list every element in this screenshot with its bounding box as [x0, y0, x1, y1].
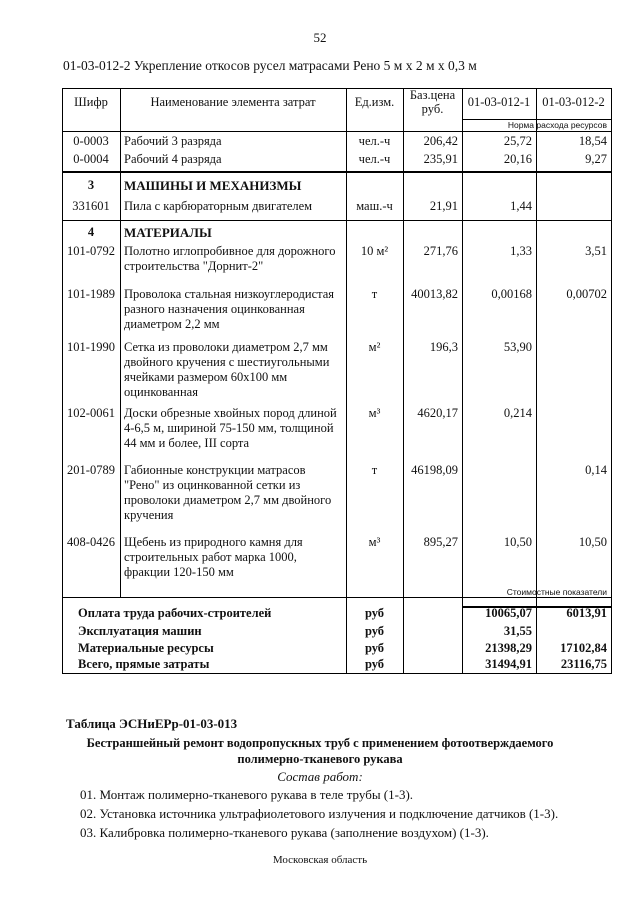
material-value-2: 3,51 [585, 244, 607, 258]
labor-value-1: 25,72 [503, 134, 532, 148]
total-value-2: 17102,84 [560, 641, 607, 655]
labor-value-2: 18,54 [578, 134, 607, 148]
labor-code: 0-0003 [73, 134, 109, 148]
material-code: 101-0792 [67, 244, 115, 258]
labor-price: 206,42 [423, 134, 458, 148]
total-value-1: 10065,07 [485, 606, 532, 620]
labor-code: 0-0004 [73, 152, 109, 166]
header-price: Баз.цена руб. [409, 88, 456, 116]
labor-unit: чел.-ч [358, 152, 391, 166]
next-table-title-line1: Бестраншейный ремонт водопропускных труб с применением фотоотверждаемого [86, 736, 554, 750]
cost-label: Стоимостные показатели [506, 587, 607, 597]
material-price: 895,27 [423, 535, 458, 549]
total-unit: руб [364, 641, 385, 655]
material-name: Полотно иглопробивное для дорожного строительства "Дорнит-2" [124, 244, 336, 273]
section-title: МАТЕРИАЛЫ [124, 225, 212, 240]
material-price: 40013,82 [411, 287, 458, 301]
total-value-2: 23116,75 [560, 657, 607, 671]
header-col2: 01-03-012-2 [542, 95, 605, 109]
material-price: 4620,17 [417, 406, 458, 420]
material-unit: т [371, 463, 378, 477]
machine-name: Пила с карбюраторным двигателем [124, 199, 313, 213]
material-price: 271,76 [423, 244, 458, 258]
norm-label: Норма расхода ресурсов [507, 120, 607, 130]
table-title: 01-03-012-2 Укрепление откосов русел матрасами Рено 5 м х 2 м х 0,3 м [63, 58, 477, 73]
material-name: Проволока стальная низкоуглеродистая разного назначения оцинкованная диаметром 2,2 мм [124, 287, 335, 331]
header-unit: Ед.изм. [354, 95, 395, 109]
material-name: Щебень из природного камня для строительных работ марка 1000, фракции 120-150 мм [124, 535, 303, 579]
total-value-1: 31,55 [503, 624, 532, 638]
header-code: Шифр [74, 95, 108, 109]
work-step: 03. Калибровка полимерно-тканевого рукава (заполнение воздухом) (1-3). [80, 825, 489, 840]
total-unit: руб [364, 624, 385, 638]
total-value-1: 21398,29 [485, 641, 532, 655]
material-unit: м³ [368, 535, 381, 549]
labor-name: Рабочий 3 разряда [124, 134, 222, 148]
next-table-title-line2: полимерно-тканевого рукава [237, 752, 403, 766]
total-name: Всего, прямые затраты [78, 657, 210, 671]
labor-name: Рабочий 4 разряда [124, 152, 222, 166]
material-unit: м² [368, 340, 381, 354]
material-code: 102-0061 [67, 406, 115, 420]
material-code: 101-1989 [67, 287, 115, 301]
material-unit: 10 м² [360, 244, 389, 258]
machine-value-1: 1,44 [510, 199, 532, 213]
total-name: Материальные ресурсы [78, 641, 214, 655]
material-value-1: 10,50 [503, 535, 532, 549]
resource-table [62, 88, 612, 673]
header-name: Наименование элемента затрат [150, 95, 316, 109]
section-number: 4 [87, 225, 95, 239]
total-name: Оплата труда рабочих-строителей [78, 606, 272, 620]
material-code: 101-1990 [67, 340, 115, 354]
section-number: 3 [87, 178, 95, 192]
composition-label: Состав работ: [277, 769, 363, 784]
next-table-heading: Таблица ЭСНиЕРр-01-03-013 [66, 716, 238, 731]
material-price: 46198,09 [411, 463, 458, 477]
material-value-1: 0,00168 [491, 287, 532, 301]
labor-unit: чел.-ч [358, 134, 391, 148]
total-unit: руб [364, 657, 385, 671]
page-footer: Московская область [272, 854, 368, 866]
material-name: Доски обрезные хвойных пород длиной 4-6,5 м, шириной 75-150 мм, толщиной 44 мм и более, III сорта [124, 406, 337, 450]
material-unit: м³ [368, 406, 381, 420]
total-value-1: 31494,91 [485, 657, 532, 671]
total-name: Эксплуатация машин [78, 624, 202, 638]
machine-code: 331601 [72, 199, 110, 213]
material-name: Сетка из проволоки диаметром 2,7 мм двойного кручения с шестиугольными ячейками размером 60х100 мм оцинкованная [124, 340, 330, 399]
material-value-2: 0,00702 [566, 287, 607, 301]
material-code: 201-0789 [67, 463, 115, 477]
material-value-1: 1,33 [510, 244, 532, 258]
material-price: 196,3 [429, 340, 458, 354]
total-unit: руб [364, 606, 385, 620]
material-unit: т [371, 287, 378, 301]
work-step: 01. Монтаж полимерно-тканевого рукава в теле трубы (1-3). [80, 787, 414, 802]
machine-price: 21,91 [429, 199, 458, 213]
page-number: 52 [313, 30, 327, 45]
labor-value-1: 20,16 [503, 152, 532, 166]
material-value-1: 53,90 [503, 340, 532, 354]
total-value-2: 6013,91 [566, 606, 607, 620]
work-step: 02. Установка источника ультрафиолетового излучения и подключение датчиков (1-3). [80, 806, 559, 821]
header-col1: 01-03-012-1 [467, 95, 531, 109]
material-value-1: 0,214 [503, 406, 532, 420]
material-code: 408-0426 [67, 535, 115, 549]
material-value-2: 0,14 [585, 463, 607, 477]
labor-value-2: 9,27 [585, 152, 607, 166]
labor-price: 235,91 [423, 152, 458, 166]
material-value-2: 10,50 [578, 535, 607, 549]
machine-unit: маш.-ч [356, 199, 393, 213]
material-name: Габионные конструкции матрасов "Рено" из оцинкованной сетки из проволоки диаметром 2,7 мм двойного кручения [124, 463, 332, 522]
section-title: МАШИНЫ И МЕХАНИЗМЫ [124, 178, 302, 193]
